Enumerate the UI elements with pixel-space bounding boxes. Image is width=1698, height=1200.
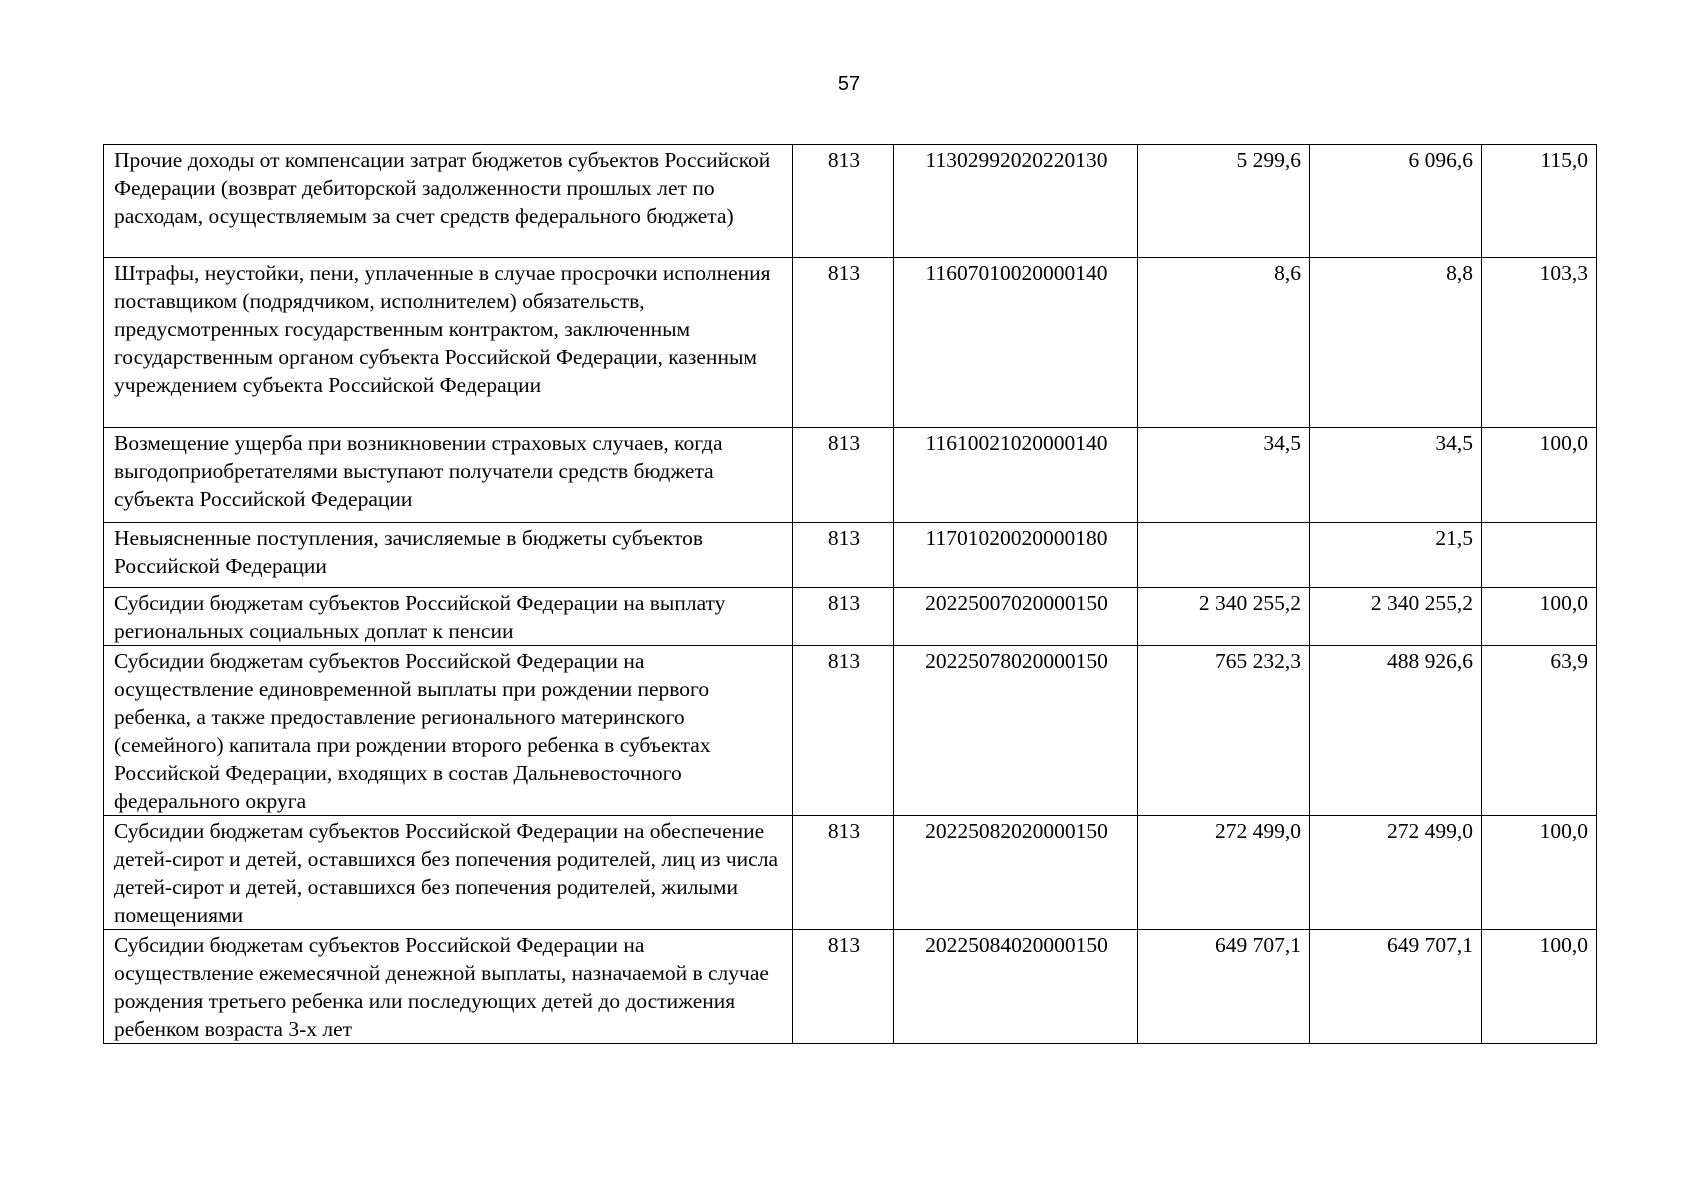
table-row: [104, 428, 1597, 523]
admin-code-cell: 813: [793, 930, 894, 1044]
execution-percent-cell: 103,3: [1482, 258, 1597, 428]
actual-amount-cell: 21,5: [1310, 523, 1482, 588]
table-row: [104, 145, 1597, 258]
income-name-cell: Штрафы, неустойки, пени, уплаченные в случае просрочки исполнения поставщиком (подрядчиком, исполнителем) обязательств, предусмотренных государственным контрактом, заключенным государственным органом субъекта Российской Федерации, казенным учреждением субъекта Российской Федерации: [104, 258, 793, 428]
admin-code-cell: 813: [793, 523, 894, 588]
actual-amount-cell: 488 926,6: [1310, 646, 1482, 816]
execution-percent-cell: 63,9: [1482, 646, 1597, 816]
planned-amount-cell: 34,5: [1138, 428, 1310, 523]
planned-amount-cell: 272 499,0: [1138, 816, 1310, 930]
execution-percent-cell: 100,0: [1482, 588, 1597, 646]
table-row: [104, 523, 1597, 588]
actual-amount-cell: 2 340 255,2: [1310, 588, 1482, 646]
admin-code-cell: 813: [793, 588, 894, 646]
income-name-cell: Субсидии бюджетам субъектов Российской Федерации на выплату региональных социальных доплат к пенсии: [104, 588, 793, 646]
admin-code-cell: 813: [793, 258, 894, 428]
table-row: [104, 816, 1597, 930]
admin-code-cell: 813: [793, 646, 894, 816]
planned-amount-cell: 8,6: [1138, 258, 1310, 428]
budget-code-cell: 20225082020000150: [894, 816, 1138, 930]
budget-code-cell: 11701020020000180: [894, 523, 1138, 588]
table-row: [104, 930, 1597, 1044]
actual-amount-cell: 34,5: [1310, 428, 1482, 523]
income-name-cell: Субсидии бюджетам субъектов Российской Федерации на осуществление ежемесячной денежной выплаты, назначаемой в случае рождения третьего ребенка или последующих детей до достижения ребенком возраста 3-х лет: [104, 930, 793, 1044]
admin-code-cell: 813: [793, 816, 894, 930]
planned-amount-cell: 5 299,6: [1138, 145, 1310, 258]
budget-code-cell: 20225078020000150: [894, 646, 1138, 816]
income-name-cell: Субсидии бюджетам субъектов Российской Федерации на осуществление единовременной выплаты при рождении первого ребенка, а также предоставление регионального материнского (семейного) капитала при рождении второго ребенка в субъектах Российской Федерации, входящих в состав Дальневосточного федерального округа: [104, 646, 793, 816]
execution-percent-cell: [1482, 523, 1597, 588]
budget-revenue-table: [103, 144, 1597, 1044]
admin-code-cell: 813: [793, 145, 894, 258]
actual-amount-cell: 649 707,1: [1310, 930, 1482, 1044]
page-number: 57: [837, 73, 861, 95]
income-name-cell: Прочие доходы от компенсации затрат бюджетов субъектов Российской Федерации (возврат дебиторской задолженности прошлых лет по расходам, осуществляемым за счет средств федерального бюджета): [104, 145, 793, 258]
actual-amount-cell: 8,8: [1310, 258, 1482, 428]
execution-percent-cell: 100,0: [1482, 816, 1597, 930]
planned-amount-cell: [1138, 523, 1310, 588]
budget-code-cell: 20225007020000150: [894, 588, 1138, 646]
actual-amount-cell: 272 499,0: [1310, 816, 1482, 930]
income-name-cell: Субсидии бюджетам субъектов Российской Федерации на обеспечение детей-сирот и детей, оставшихся без попечения родителей, лиц из числа детей-сирот и детей, оставшихся без попечения родителей, жилыми помещениями: [104, 816, 793, 930]
table-row: [104, 258, 1597, 428]
admin-code-cell: 813: [793, 428, 894, 523]
budget-code-cell: 11607010020000140: [894, 258, 1138, 428]
table-row: [104, 646, 1597, 816]
budget-code-cell: 11610021020000140: [894, 428, 1138, 523]
planned-amount-cell: 2 340 255,2: [1138, 588, 1310, 646]
execution-percent-cell: 115,0: [1482, 145, 1597, 258]
planned-amount-cell: 649 707,1: [1138, 930, 1310, 1044]
income-name-cell: Возмещение ущерба при возникновении страховых случаев, когда выгодоприобретателями выступают получатели средств бюджета субъекта Российской Федерации: [104, 428, 793, 523]
income-name-cell: Невыясненные поступления, зачисляемые в бюджеты субъектов Российской Федерации: [104, 523, 793, 588]
actual-amount-cell: 6 096,6: [1310, 145, 1482, 258]
execution-percent-cell: 100,0: [1482, 930, 1597, 1044]
execution-percent-cell: 100,0: [1482, 428, 1597, 523]
budget-code-cell: 11302992020220130: [894, 145, 1138, 258]
planned-amount-cell: 765 232,3: [1138, 646, 1310, 816]
table-row: [104, 588, 1597, 646]
budget-code-cell: 20225084020000150: [894, 930, 1138, 1044]
